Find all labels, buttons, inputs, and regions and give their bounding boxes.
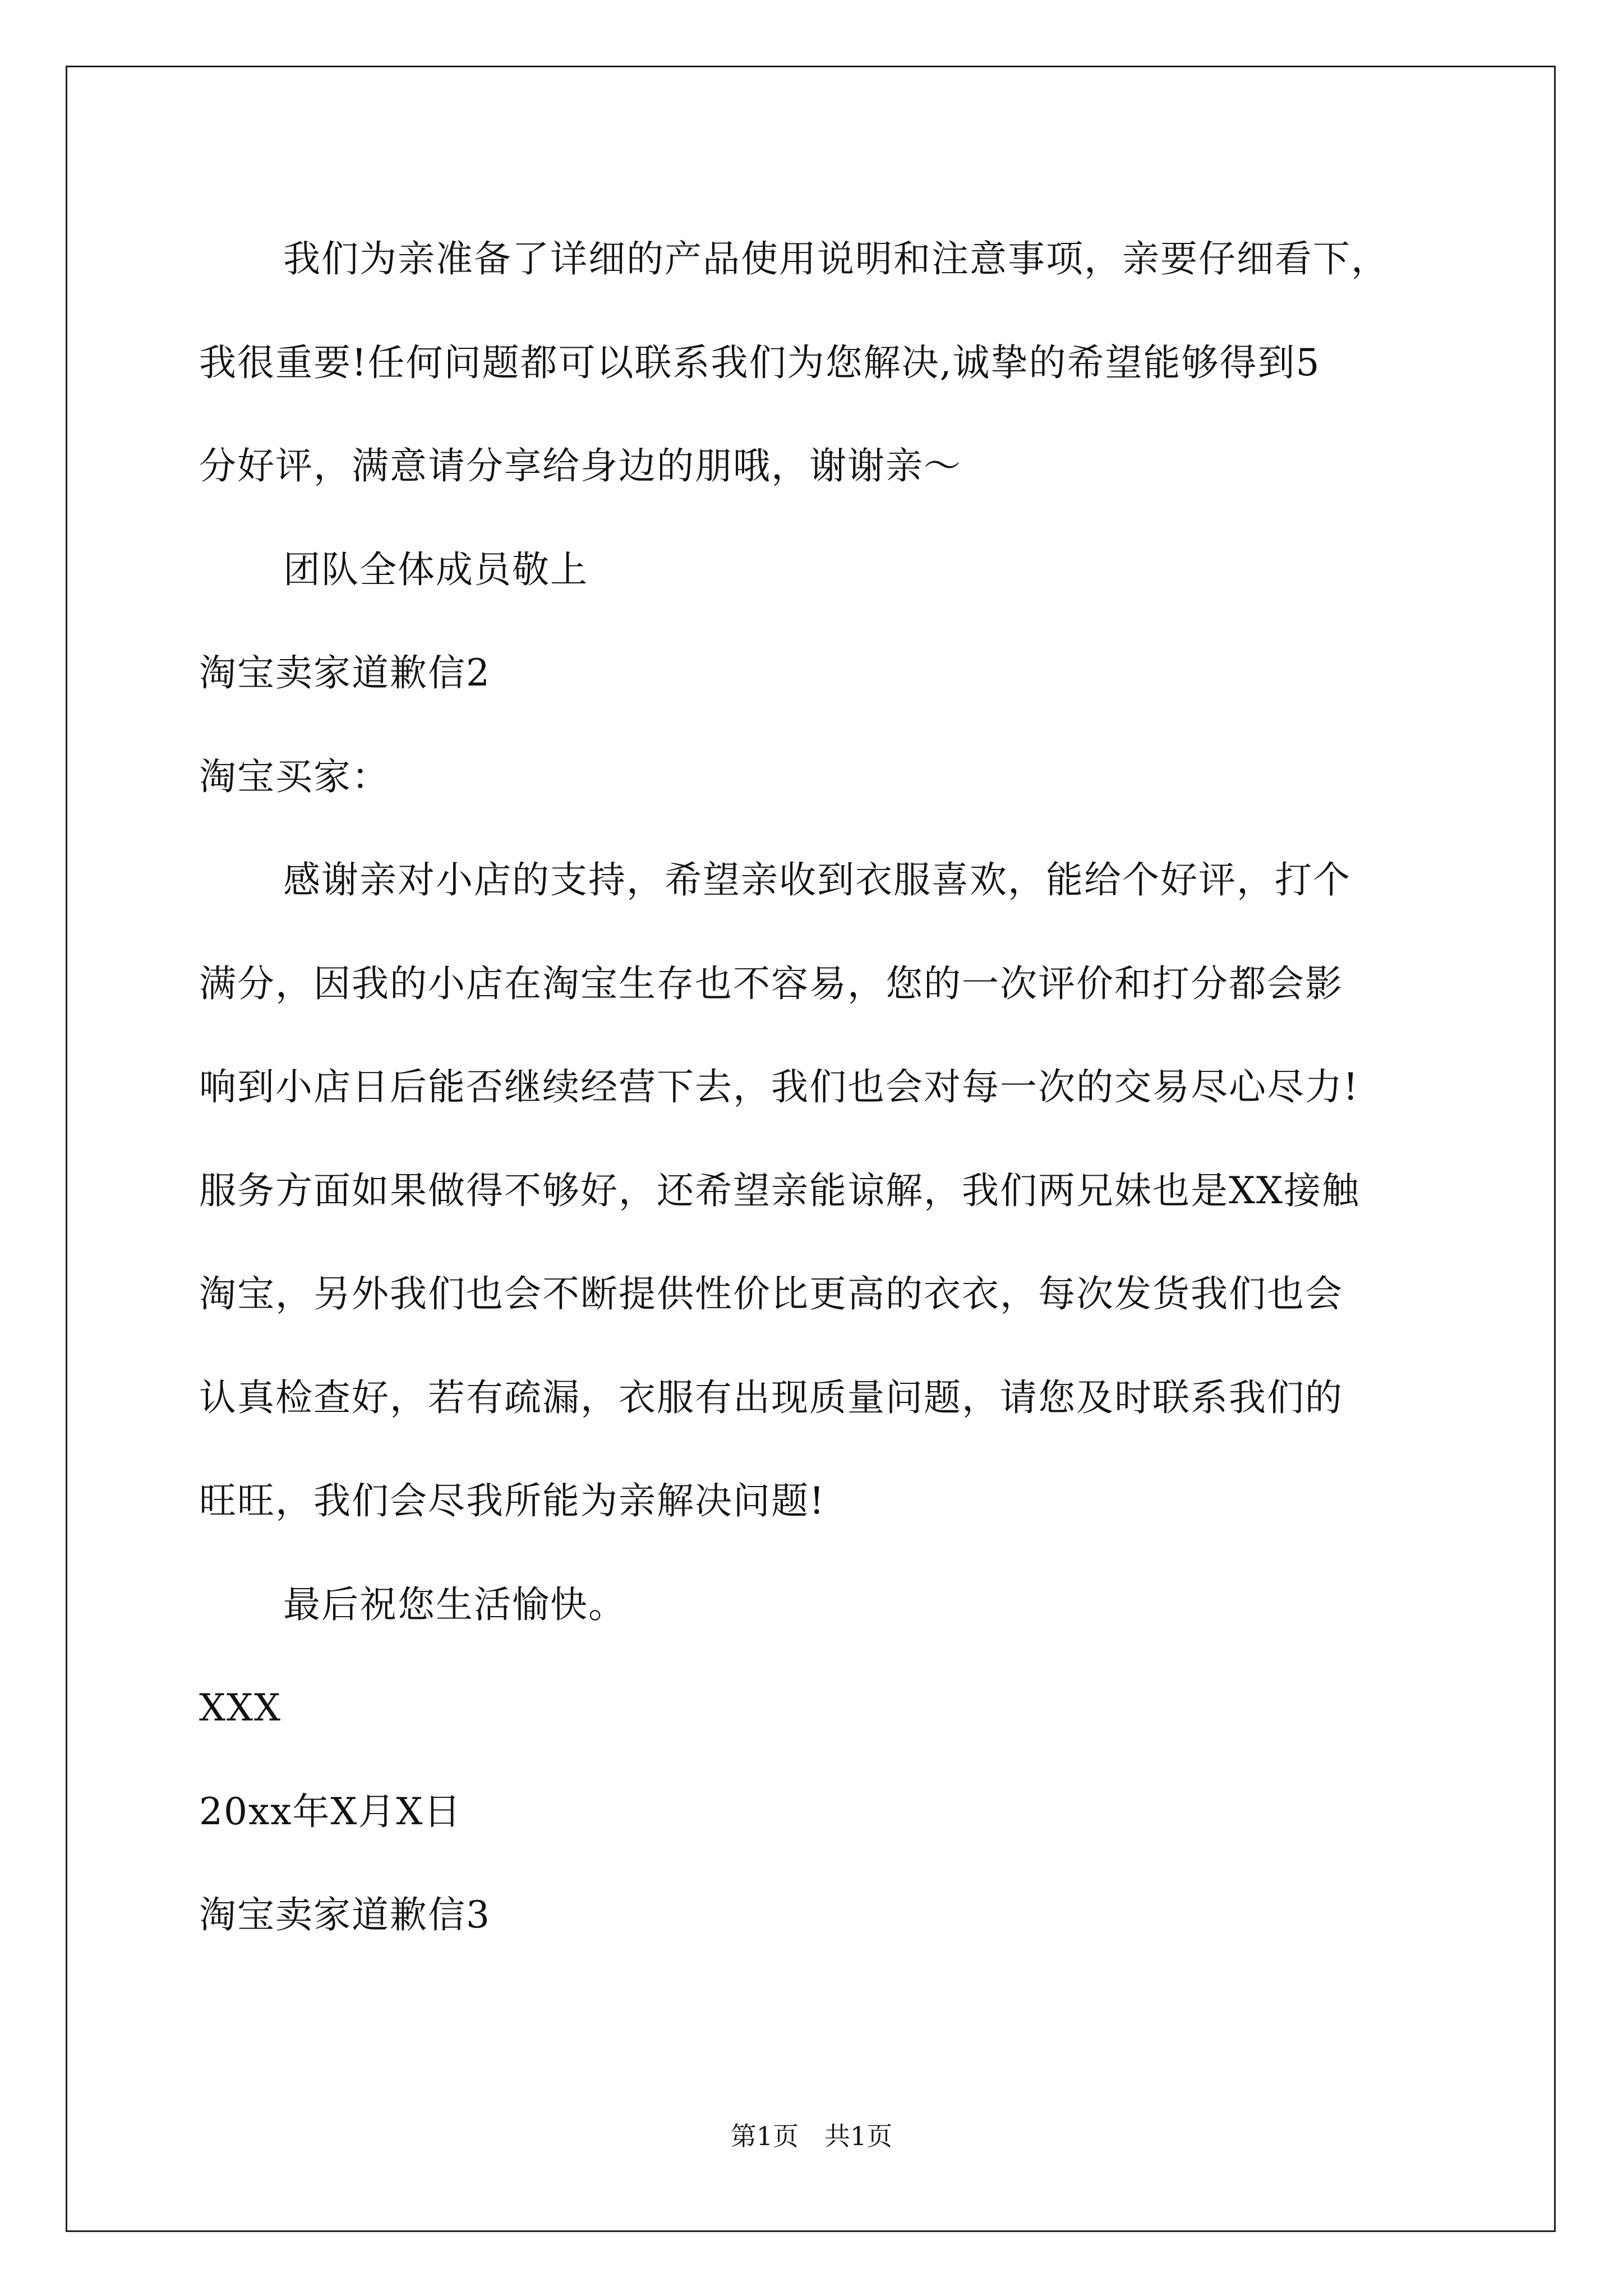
paragraph-line: 感谢亲对小店的支持，希望亲收到衣服喜欢，能给个好评，打个 [283,858,1351,901]
signature-line: 团队全体成员敬上 [283,547,588,591]
paragraph-line: 分好评，满意请分享给身边的朋哦，谢谢亲～ [199,444,962,487]
section-title: 淘宝卖家道歉信3 [199,1893,491,1936]
paragraph-line: 旺旺，我们会尽我所能为亲解决问题! [199,1479,826,1522]
salutation: 淘宝买家： [199,754,390,798]
paragraph-line: 我们为亲准备了详细的产品使用说明和注意事项，亲要仔细看下， [283,237,1389,280]
paragraph-line: 认真检查好，若有疏漏，衣服有出现质量问题，请您及时联系我们的 [199,1375,1343,1419]
paragraph-line: 服务方面如果做得不够好，还希望亲能谅解，我们两兄妹也是XX接触 [199,1168,1360,1212]
paragraph-line: 淘宝，另外我们也会不断提供性价比更高的衣衣，每次发货我们也会 [199,1272,1343,1315]
closing-line: 最后祝您生活愉快。 [283,1582,626,1626]
paragraph-line: 满分，因我的小店在淘宝生存也不容易，您的一次评价和打分都会影 [199,961,1343,1005]
page-number-footer: 第1页 共1页 [730,2121,893,2151]
section-title: 淘宝卖家道歉信2 [199,651,491,694]
paragraph-line: 响到小店日后能否继续经营下去，我们也会对每一次的交易尽心尽力! [199,1065,1359,1108]
document-body [199,208,1444,1967]
paragraph-line: 我很重要!任何问题都可以联系我们为您解决,诚挚的希望能够得到5 [199,341,1321,384]
date-line: 20xx年X月X日 [199,1789,462,1833]
signature-name: XXX [199,1686,282,1729]
